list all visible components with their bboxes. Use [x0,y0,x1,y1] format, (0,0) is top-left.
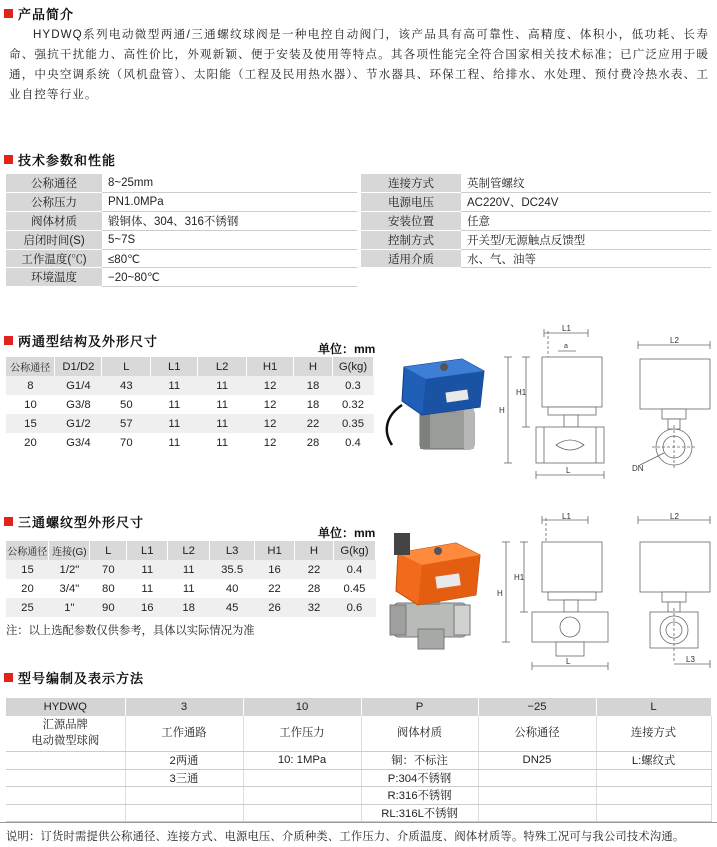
section-marker-icon [4,155,13,164]
cell: 22 [255,579,295,598]
header-cell: 公称通径 [6,357,55,376]
model-option [6,752,125,770]
model-option: R:316不锈钢 [361,787,478,805]
spec-label: 适用介质 [361,249,461,268]
spec-value: PN1.0MPa [102,193,357,212]
table-header [6,357,374,376]
model-option: 2两通 [125,752,243,770]
table-row [6,433,374,452]
model-option-row [6,752,711,770]
model-option [596,787,711,805]
spec-label: 电源电压 [361,193,461,212]
three-way-table [6,541,376,617]
table-row [6,376,374,395]
model-option: 3三通 [125,769,243,787]
cell: 12 [247,376,294,395]
label-L: L [566,657,571,666]
model-code-row [6,698,711,716]
cell: 11 [198,395,247,414]
spec-value: 英制管螺纹 [461,174,711,193]
section-marker-icon [4,673,13,682]
cell: 0.45 [333,579,375,598]
model-label: 连接方式 [596,716,711,752]
model-option: L:螺纹式 [596,752,711,770]
header-cell: L2 [198,357,247,376]
label-H1: H1 [516,388,527,397]
header-cell: L1 [151,357,198,376]
model-option-row [6,804,711,822]
model-option [243,804,361,822]
cell: G1/2 [55,414,102,433]
spec-row [6,212,711,231]
two-way-valve-photo [382,345,498,457]
cell: 12 [247,395,294,414]
header-cell: H1 [255,541,295,560]
model-option [6,804,125,822]
intro-text: HYDWQ系列电动微型两通/三通螺纹球阀是一种电控自动阀门，该产品具有高可靠性、高精度、体积小，低功耗、长寿命、强抗干扰能力、高性价比，外观新颖、便于安装及使用等特点。其各项性能完全符合国家相关技术标准；已广泛应用于暖通，中央空调系统（风机盘管）、太阳能（工程及民用热水器）、节水器具、环保工程、给排水、水处理、预付费冷热水表、工业自控等行业。 [9,28,709,101]
intro-heading [4,3,74,23]
model-code: 10 [243,698,361,716]
spec-row [6,230,711,249]
label-L2: L2 [670,336,679,345]
cell: 50 [102,395,151,414]
spec-value: 水、气、油等 [461,249,711,268]
model-option [6,769,125,787]
spec-row [6,193,711,212]
table-row [6,560,376,579]
table-row [6,395,374,414]
header-cell: L3 [210,541,255,560]
cell: 90 [90,598,127,617]
model-label-row [6,716,711,752]
label-L2: L2 [670,512,679,521]
three-way-title: 三通螺纹型外形尺寸 [18,514,145,530]
model-option [243,769,361,787]
model-code: P [361,698,478,716]
header-cell: 公称通径 [6,541,49,560]
cell: 0.35 [332,414,373,433]
intro-title: 产品简介 [18,6,75,22]
spec-row [6,268,711,287]
model-option-row [6,787,711,805]
model-code-table [6,698,712,822]
spec-value: 8~25mm [102,174,357,193]
cell: 11 [198,433,247,452]
cell: 28 [295,579,334,598]
spec-value: ≤80℃ [102,249,357,268]
model-title: 型号编制及表示方法 [18,670,145,686]
model-option: 铜：不标注 [361,752,478,770]
header-cell: H1 [247,357,294,376]
spec-label: 安装位置 [361,212,461,231]
cell: 40 [210,579,255,598]
two-way-title: 两通型结构及外形尺寸 [18,333,159,349]
cell: 8 [6,376,55,395]
header-cell: L [102,357,151,376]
header-cell: 连接(G) [49,541,90,560]
footer-note: 说明：订货时需提供公称通径、连接方式、电源电压、介质种类、工作压力、介质温度、阀体材质等。特殊工况可与我公司技术沟通。 [6,831,685,843]
three-way-valve-photo [380,525,492,653]
two-way-front-drawing [498,323,618,483]
cell: 20 [6,579,49,598]
label-H1: H1 [514,573,525,582]
cell: 11 [198,414,247,433]
header-cell: L1 [127,541,168,560]
header-cell: H [295,541,334,560]
model-option [125,787,243,805]
cell: 43 [102,376,151,395]
cell: 11 [168,560,210,579]
model-option [478,804,596,822]
header-cell: D1/D2 [55,357,102,376]
model-label: 工作通路 [125,716,243,752]
table-row [6,579,376,598]
three-way-unit: 单位：mm [318,526,376,540]
cell: 18 [168,598,210,617]
cell: 10 [6,395,55,414]
two-way-heading [4,330,158,350]
spec-table [6,174,711,287]
cell: 0.6 [333,598,375,617]
model-code: HYDWQ [6,698,125,716]
model-label: 汇源品牌 电动微型球阀 [6,716,125,752]
cell: 20 [6,433,55,452]
model-option [596,769,711,787]
model-label: 阀体材质 [361,716,478,752]
specs-title: 技术参数和性能 [18,152,117,168]
cell: 45 [210,598,255,617]
model-code: L [596,698,711,716]
cell: 57 [102,414,151,433]
model-option [243,787,361,805]
cell: 25 [6,598,49,617]
label-H: H [497,589,503,598]
three-way-note: 注：以上选配参数仅供参考，具体以实际情况为准 [6,625,255,637]
two-way-unit: 单位：mm [318,342,376,356]
spec-value: AC220V、DC24V [461,193,711,212]
model-option [478,769,596,787]
spec-label: 公称压力 [6,193,102,212]
spec-label: 控制方式 [361,230,461,249]
cell: 26 [255,598,295,617]
divider [0,822,717,823]
cell: 0.3 [332,376,373,395]
cell: 15 [6,414,55,433]
cell: 11 [151,376,198,395]
cell: 22 [294,414,333,433]
spec-label: 连接方式 [361,174,461,193]
cell: 11 [198,376,247,395]
cell: 12 [247,414,294,433]
spec-row [6,249,711,268]
three-way-front-drawing [496,512,618,672]
spec-value: 开关型/无源触点反馈型 [461,230,711,249]
cell: 35.5 [210,560,255,579]
model-option [478,787,596,805]
cell: 18 [294,376,333,395]
cell: 11 [151,395,198,414]
section-marker-icon [4,517,13,526]
model-option [125,804,243,822]
cell: G3/8 [55,395,102,414]
spec-value: 锻铜体、304、316不锈钢 [102,212,357,231]
cell: 18 [294,395,333,414]
label-a: a [564,343,568,350]
cell: 28 [294,433,333,452]
header-cell: G(kg) [332,357,373,376]
cell: 0.32 [332,395,373,414]
spec-value: −20~80℃ [102,268,357,287]
cell: G3/4 [55,433,102,452]
model-option [596,804,711,822]
three-way-side-drawing [626,512,716,672]
spec-label: 启闭时间(S) [6,230,102,249]
header-cell: G(kg) [333,541,375,560]
spec-label: 工作温度(℃) [6,249,102,268]
spec-value: 任意 [461,212,711,231]
label-H: H [499,406,505,415]
cell: 16 [127,598,168,617]
cell: 11 [127,579,168,598]
label-L1: L1 [562,512,571,521]
cell: 0.4 [332,433,373,452]
cell: 11 [151,414,198,433]
section-marker-icon [4,9,13,18]
two-way-side-drawing [628,335,716,480]
cell: 11 [127,560,168,579]
cell: 70 [90,560,127,579]
cell: 0.4 [333,560,375,579]
section-marker-icon [4,336,13,345]
model-option-row [6,769,711,787]
table-row [6,598,376,617]
model-label: 公称通径 [478,716,596,752]
model-code: 3 [125,698,243,716]
table-header [6,541,376,560]
model-option [6,787,125,805]
header-cell: L2 [168,541,210,560]
model-option: 10: 1MPa [243,752,361,770]
spec-row [6,174,711,193]
cell: 1/2" [49,560,90,579]
model-option: P:304不锈钢 [361,769,478,787]
table-row [6,414,374,433]
two-way-table [6,357,374,452]
spec-value: 5~7S [102,230,357,249]
header-cell: L [90,541,127,560]
spec-label: 环境温度 [6,268,102,287]
label-DN: DN [632,464,644,473]
model-label: 工作压力 [243,716,361,752]
model-option: RL:316L不锈钢 [361,804,478,822]
cell: 12 [247,433,294,452]
model-heading [4,667,144,687]
cell: G1/4 [55,376,102,395]
label-L: L [566,466,571,475]
spec-label: 公称通径 [6,174,102,193]
cell: 11 [168,579,210,598]
spec-label: 阀体材质 [6,212,102,231]
cell: 22 [295,560,334,579]
label-L1: L1 [562,324,571,333]
cell: 11 [151,433,198,452]
model-option: DN25 [478,752,596,770]
label-L3: L3 [686,655,695,664]
cell: 16 [255,560,295,579]
header-cell: H [294,357,333,376]
cell: 80 [90,579,127,598]
cell: 1" [49,598,90,617]
model-code: −25 [478,698,596,716]
cell: 3/4" [49,579,90,598]
cell: 70 [102,433,151,452]
three-way-heading [4,511,144,531]
specs-heading [4,149,116,169]
cell: 15 [6,560,49,579]
cell: 32 [295,598,334,617]
